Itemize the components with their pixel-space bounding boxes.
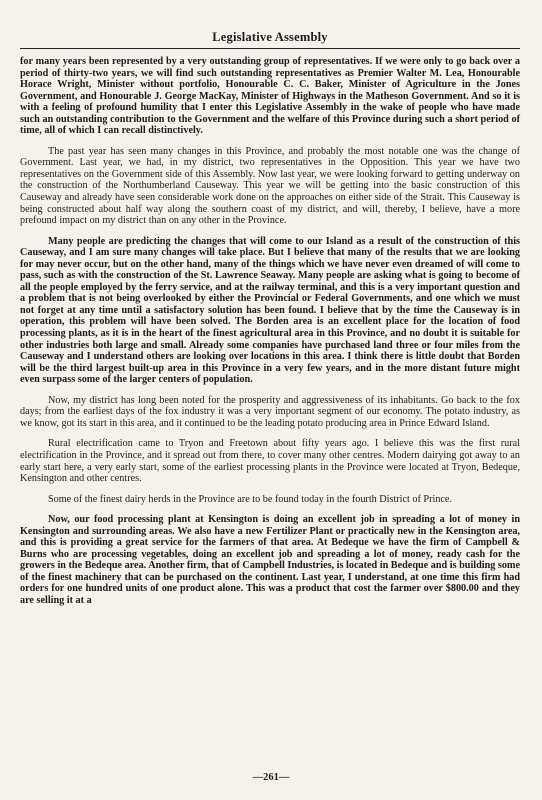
body-text: [20, 56, 520, 616]
paragraph-1: for many years been represented by a very outstanding group of representatives. If we were only to go back over a period of thirty-two years, we will find such outstanding representatives as Premier Walter M. Lea, Honourable Horace Wright, Minister without portfolio, Honourable C. C. Baker, Minister of Agriculture in the Jones Government, and Honourable J. George MacKay, Minister of Highways in the Matheson Government. And so it is with a feeling of profound humility that I enter this Legislative Assembly in the wake of people who have made such an outstanding contribution to the Government and the welfare of this Province during such a short period of time, all of which I can recall distinctively.: [20, 56, 520, 137]
paragraph-4: Now, my district has long been noted for the prosperity and aggressiveness of its inhabitants. Go back to the fox days; from the earliest days of the fox industry it was a very important segment of our economy. The potato industry, as we know, got its start in this area, and it continued to be the leading potato producing area in Prince Edward Island.: [20, 394, 520, 429]
paragraph-2: The past year has seen many changes in this Province, and probably the most notable one was the change of Government. Last year, we had, in my district, two representatives in the Opposition. This year we have two representatives on the Government side of this Assembly. Now last year, we were looking forward to getting underway on the construction of the Northumberland Causeway. This year we will be getting into the basic construction of this Causeway and already have seen considerable work done on the approaches on either side of the Strait. This Causeway is being constructed about half way along the southern coast of my district, and will, thereby, I believe, have a more prefound impact on my district than on any other in the Province.: [20, 145, 520, 227]
paragraph-6: Some of the finest dairy herds in the Province are to be found today in the fourth District of Prince.: [48, 493, 453, 505]
page-number: —261—: [252, 772, 290, 783]
paragraph-5: Rural electrification came to Tryon and Freetown about fifty years ago. I believe this was the first rural electrification in the Province, and it spread out from there, to cover many other centres. Modern dairying got away to an early start here, a very early start, some of the earliest processing plants in the Province were located at Tryon, Bedeque, Kensington and other centres.: [20, 438, 520, 485]
running-header: Legislative Assembly: [212, 30, 328, 44]
paragraph-7: Now, our food processing plant at Kensington is doing an excellent job in spreading a lot of money in Kensington and surrounding areas. We also have a new Fertilizer Plant or practically new in the Kensington area, and this is providing a great service for the farmers of that area. At Bedeque we have the firm of Campbell & Burns who are processing vegetables, doing an excellent job and spreading a lot of money, ready cash for the growers in the Bedeque area. Another firm, that of Campbell Industries, is located in Bedeque and is building some of the finest machinery that can be purchased on the continent. Last year, I understand, at one time this firm had orders for one hundred units of one product alone. This was a product that cost the farmer over $800.00 and they are selling it at a: [20, 514, 520, 606]
paragraph-3: Many people are predicting the changes that will come to our Island as a result of the construction of this Causeway, and I am sure many changes will take place. But I believe that many of the results that we are looking for may never occur, but on the other hand, many of the things which we have never even dreamed of will come to pass, such as with the construction of the St. Lawrence Seaway. Many people are asking what is going to become of all the people employed by the ferry service, and at the railway terminal, and this is a very important question and a problem that is not being overlooked by either the Provincial or Federal Governments, and one which we must not forget at any time until a satisfactory solution has been found. I believe that by the time the Causeway is in operation, this problem will have been solved. The Borden area is an excellent place for the location of food processing plants, as it is in the heart of the finest agricultural area in this Province, and no doubt it is suitable for other industries both large and small. Already some companies have purchased land three or four miles from the Causeway and I understand others are looking over locations in this area. I think there is little doubt that Borden will be the third largest built-up area in this Province in a very few years, and in the more distant future might even surpass some of the larger centers of population.: [20, 235, 520, 386]
header-rule: [20, 48, 520, 49]
